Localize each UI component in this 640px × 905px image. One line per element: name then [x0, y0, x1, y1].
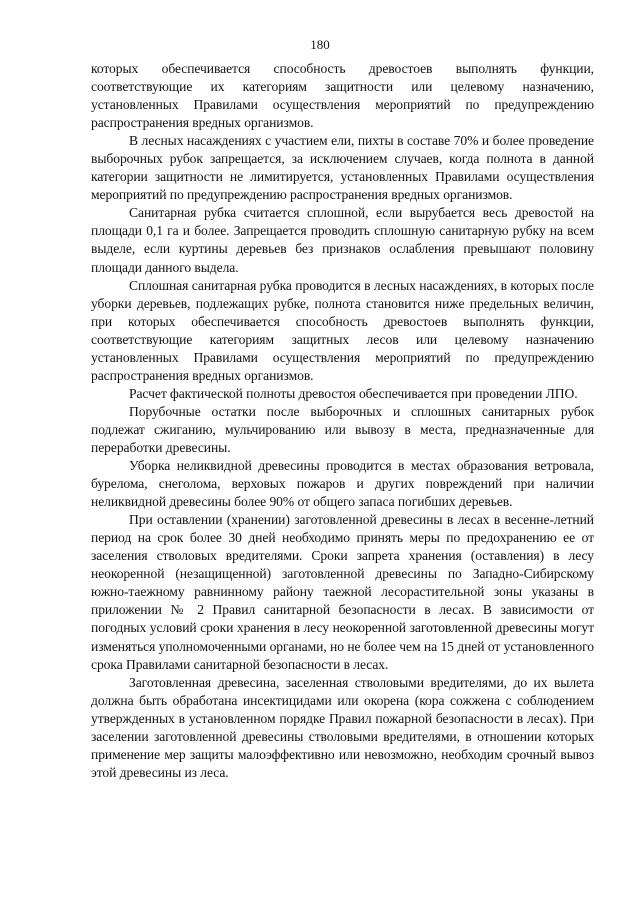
paragraph-density-calculation: Расчет фактической полноты древостоя обеспечивается при проведении ЛПО. [129, 385, 578, 401]
paragraph-wood-storage: При оставлении (хранении) заготовленной древесины в лесах в весенне-летний период на срок более 30 дней необходимо принять меры по предохранению ее от заселения стволовых вредителями. Сроки запрета хранения (оставления) в лесу неокоренной (незащищенной) заготовленной древесины по Западно-Сибирскому южно-таежному равнинному району таежной лесорастительной зоны указаны в приложении № 2 Правил санитарной безопасности в лесах. В зависимости от погодных условий сроки хранения в лесу неокоренной заготовленной древесины могут изменяться уполномоченными органами, но не более чем на 15 дней от установленного срока Правилами санитарной безопасности в лесах. [91, 512, 594, 672]
paragraph-illiquid-wood: Уборка неликвидной древесины проводится в местах образования ветровала, бурелома, снеголома, верховых пожаров и других повреждений при наличии неликвидной древесины более 90% от общего запаса погибших деревьев. [91, 458, 594, 510]
paragraph-clear-sanitary-definition: Санитарная рубка считается сплошной, если вырубается весь древостой на площади 0,1 га и более. Запрещается проводить сплошную санитарную рубку на всем выделе, если куртины деревьев без признаков ослабления превышают половину площади данного выдела. [91, 205, 594, 275]
paragraph-infested-wood: Заготовленная древесина, заселенная стволовыми вредителями, до их вылета должна быть обработана инсектицидами или окорена (кора сожжена с соблюдением утвержденных в установленном порядке Правил пожарной безопасности в лесах). При заселении заготовленной древесины стволовыми вредителями, в отношении которых применение мер защиты малоэффективно или невозможно, необходим срочный вывоз этой древесины из леса. [91, 674, 594, 780]
paragraph-clear-sanitary-conditions: Сплошная санитарная рубка проводится в лесных насаждениях, в которых после уборки деревьев, подлежащих рубке, полнота становится ниже предельных величин, при которых обеспечивается способность древостоев выполнять функции, соответствующие категориям защитных лесов или целевому назначению установленных Правилами осуществления мероприятий по предупреждению распространения вредных организмов. [91, 277, 594, 383]
paragraph-logging-residues: Порубочные остатки после выборочных и сплошных санитарных рубок подлежат сжиганию, мульчированию или вывозу в места, предназначенные для переработки древесины. [91, 403, 594, 455]
document-body [91, 60, 594, 782]
paragraph-continuation: которых обеспечивается способность древостоев выполнять функции, соответствующие их категориям защитности или целевому назначению, установленных Правилами осуществления мероприятий по предупреждению распространения вредных организмов. [91, 61, 594, 131]
page-number: 180 [310, 37, 330, 52]
paragraph-spruce-fir-restriction: В лесных насаждениях с участием ели, пихты в составе 70% и более проведение выборочных рубок запрещается, за исключением случаев, когда полнота в данной категории защитности не лимитируется, установленных Правилами осуществления мероприятий по предупреждению распространения вредных организмов. [91, 133, 594, 203]
